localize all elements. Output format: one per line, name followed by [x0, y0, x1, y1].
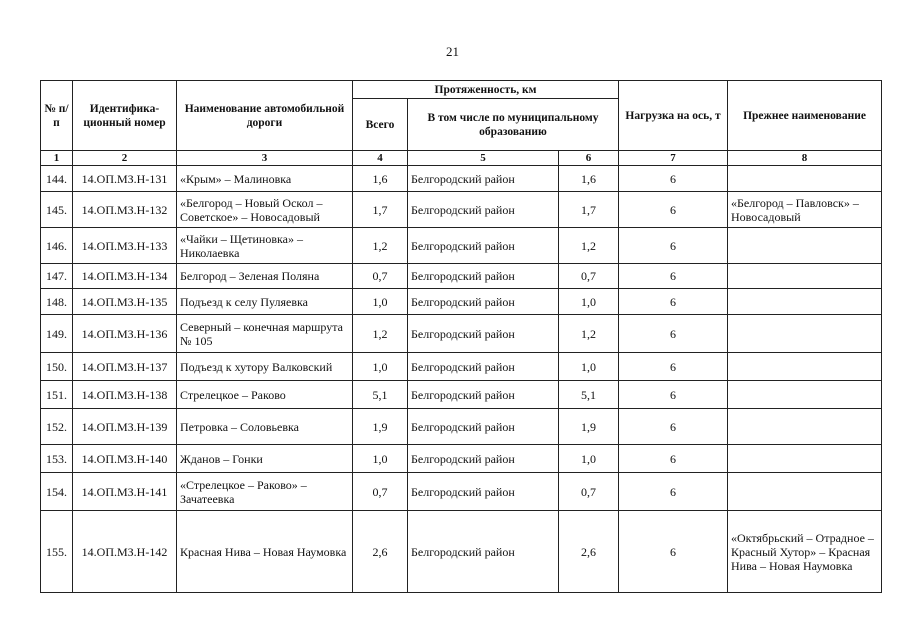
table-row — [41, 228, 882, 264]
row-load: 6 — [619, 228, 728, 264]
row-name: Стрелецкое – Раково — [177, 381, 353, 409]
row-name: «Белгород – Новый Оскол – Советское» – Новосадовый — [177, 192, 353, 228]
row-municipality: Белгородский район — [408, 264, 559, 289]
table-row — [41, 445, 882, 473]
column-number: 1 — [41, 151, 73, 166]
row-former — [728, 409, 882, 445]
row-municipality: Белгородский район — [408, 381, 559, 409]
row-name: Жданов – Гонки — [177, 445, 353, 473]
row-municipality: Белгородский район — [408, 473, 559, 511]
row-load: 6 — [619, 353, 728, 381]
header-name: Наименование автомобильной дороги — [177, 81, 353, 151]
table-row — [41, 409, 882, 445]
row-num: 146. — [41, 228, 73, 264]
row-km: 1,2 — [559, 228, 619, 264]
row-former — [728, 264, 882, 289]
column-number: 3 — [177, 151, 353, 166]
row-km: 2,6 — [559, 511, 619, 593]
row-total: 0,7 — [353, 264, 408, 289]
row-former: «Белгород – Павловск» – Новосадовый — [728, 192, 882, 228]
row-id: 14.ОП.МЗ.Н-136 — [73, 315, 177, 353]
table-row — [41, 353, 882, 381]
row-load: 6 — [619, 473, 728, 511]
row-km: 1,2 — [559, 315, 619, 353]
column-numbers-row — [41, 151, 882, 166]
row-name: «Стрелецкое – Раково» – Зачатеевка — [177, 473, 353, 511]
table-row — [41, 289, 882, 315]
row-total: 1,0 — [353, 353, 408, 381]
row-km: 1,7 — [559, 192, 619, 228]
row-load: 6 — [619, 192, 728, 228]
row-former — [728, 473, 882, 511]
row-municipality: Белгородский район — [408, 289, 559, 315]
roads-table — [40, 80, 882, 593]
row-total: 1,7 — [353, 192, 408, 228]
row-total: 1,0 — [353, 289, 408, 315]
table-row — [41, 166, 882, 192]
row-id: 14.ОП.МЗ.Н-139 — [73, 409, 177, 445]
row-km: 1,0 — [559, 289, 619, 315]
header-total: Всего — [353, 99, 408, 151]
row-former — [728, 228, 882, 264]
row-municipality: Белгородский район — [408, 166, 559, 192]
row-name: «Чайки – Щетиновка» – Николаевка — [177, 228, 353, 264]
row-id: 14.ОП.МЗ.Н-135 — [73, 289, 177, 315]
row-former — [728, 381, 882, 409]
row-num: 144. — [41, 166, 73, 192]
row-municipality: Белгородский район — [408, 511, 559, 593]
row-former: «Октябрьский – Отрадное – Красный Хутор» – Красная Нива – Новая Наумовка — [728, 511, 882, 593]
row-km: 5,1 — [559, 381, 619, 409]
row-km: 1,0 — [559, 353, 619, 381]
row-municipality: Белгородский район — [408, 315, 559, 353]
header-incl: В том числе по муниципальному образованию — [408, 99, 619, 151]
row-id: 14.ОП.МЗ.Н-140 — [73, 445, 177, 473]
column-number: 6 — [559, 151, 619, 166]
table-row — [41, 473, 882, 511]
row-former — [728, 315, 882, 353]
row-name: Петровка – Соловьевка — [177, 409, 353, 445]
row-id: 14.ОП.МЗ.Н-133 — [73, 228, 177, 264]
row-total: 1,2 — [353, 228, 408, 264]
row-num: 153. — [41, 445, 73, 473]
page-number: 21 — [446, 44, 459, 59]
row-km: 0,7 — [559, 473, 619, 511]
row-municipality: Белгородский район — [408, 409, 559, 445]
row-km: 1,0 — [559, 445, 619, 473]
row-name: «Крым» – Малиновка — [177, 166, 353, 192]
row-id: 14.ОП.МЗ.Н-131 — [73, 166, 177, 192]
column-number: 7 — [619, 151, 728, 166]
row-id: 14.ОП.МЗ.Н-142 — [73, 511, 177, 593]
row-municipality: Белгородский район — [408, 445, 559, 473]
row-load: 6 — [619, 409, 728, 445]
row-municipality: Белгородский район — [408, 192, 559, 228]
row-load: 6 — [619, 381, 728, 409]
row-municipality: Белгородский район — [408, 228, 559, 264]
column-number: 8 — [728, 151, 882, 166]
row-former — [728, 445, 882, 473]
table-row — [41, 264, 882, 289]
row-load: 6 — [619, 315, 728, 353]
row-id: 14.ОП.МЗ.Н-137 — [73, 353, 177, 381]
header-id: Идентифика-ционный номер — [73, 81, 177, 151]
row-num: 151. — [41, 381, 73, 409]
row-load: 6 — [619, 289, 728, 315]
row-num: 148. — [41, 289, 73, 315]
row-total: 0,7 — [353, 473, 408, 511]
row-num: 150. — [41, 353, 73, 381]
column-number: 2 — [73, 151, 177, 166]
row-id: 14.ОП.МЗ.Н-141 — [73, 473, 177, 511]
header-load: Нагрузка на ось, т — [619, 81, 728, 151]
table-row — [41, 315, 882, 353]
row-total: 1,2 — [353, 315, 408, 353]
row-municipality: Белгородский район — [408, 353, 559, 381]
row-name: Подъезд к селу Пуляевка — [177, 289, 353, 315]
row-id: 14.ОП.МЗ.Н-134 — [73, 264, 177, 289]
header-length: Протяженность, км — [353, 81, 619, 99]
row-id: 14.ОП.МЗ.Н-132 — [73, 192, 177, 228]
row-total: 1,6 — [353, 166, 408, 192]
row-former — [728, 353, 882, 381]
row-name: Красная Нива – Новая Наумовка — [177, 511, 353, 593]
header-former: Прежнее наименование — [728, 81, 882, 151]
row-num: 152. — [41, 409, 73, 445]
row-former — [728, 166, 882, 192]
row-num: 147. — [41, 264, 73, 289]
column-number: 5 — [408, 151, 559, 166]
table-row — [41, 381, 882, 409]
row-name: Белгород – Зеленая Поляна — [177, 264, 353, 289]
row-num: 154. — [41, 473, 73, 511]
row-name: Северный – конечная маршрута № 105 — [177, 315, 353, 353]
row-former — [728, 289, 882, 315]
column-number: 4 — [353, 151, 408, 166]
header-num: № п/п — [41, 81, 73, 151]
row-total: 2,6 — [353, 511, 408, 593]
row-name: Подъезд к хутору Валковский — [177, 353, 353, 381]
row-km: 1,6 — [559, 166, 619, 192]
row-load: 6 — [619, 264, 728, 289]
table-row — [41, 511, 882, 593]
row-num: 145. — [41, 192, 73, 228]
row-load: 6 — [619, 445, 728, 473]
table-row — [41, 192, 882, 228]
row-total: 1,9 — [353, 409, 408, 445]
row-total: 5,1 — [353, 381, 408, 409]
row-num: 155. — [41, 511, 73, 593]
row-load: 6 — [619, 511, 728, 593]
row-km: 1,9 — [559, 409, 619, 445]
row-num: 149. — [41, 315, 73, 353]
row-id: 14.ОП.МЗ.Н-138 — [73, 381, 177, 409]
row-total: 1,0 — [353, 445, 408, 473]
row-load: 6 — [619, 166, 728, 192]
row-km: 0,7 — [559, 264, 619, 289]
